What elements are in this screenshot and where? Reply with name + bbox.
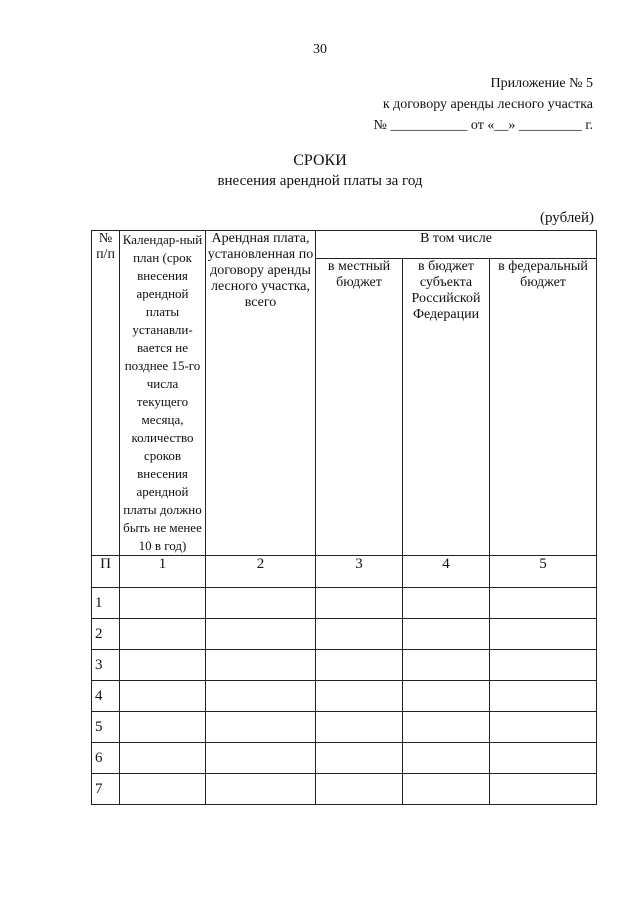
document-heading [0,150,640,192]
column-number: 5 [490,556,597,588]
units-label: (рублей) [539,210,594,226]
cell-local [316,588,403,619]
column-number: П [92,556,120,588]
cell-local [316,712,403,743]
column-number: 4 [403,556,490,588]
cell-regional [403,712,490,743]
cell-regional [403,588,490,619]
cell-local [316,650,403,681]
cell-total [206,774,316,805]
row-number: 5 [92,712,120,743]
cell-regional [403,619,490,650]
column-number: 3 [316,556,403,588]
cell-federal [490,681,597,712]
row-number: 4 [92,681,120,712]
row-number: 3 [92,650,120,681]
cell-calendar [120,743,206,774]
cell-regional [403,681,490,712]
header-total-rent: Арендная плата, установленная по договору аренды лесного участка, всего [206,231,316,556]
table-row [92,588,597,619]
table-row [92,650,597,681]
cell-total [206,712,316,743]
cell-regional [403,743,490,774]
cell-calendar [120,619,206,650]
cell-calendar [120,774,206,805]
column-number: 1 [120,556,206,588]
cell-calendar [120,588,206,619]
header-local-budget: в местный бюджет [316,259,403,556]
cell-local [316,681,403,712]
row-number: 1 [92,588,120,619]
row-number: 2 [92,619,120,650]
table-row [92,712,597,743]
table-header-row [92,231,597,259]
table-row [92,743,597,774]
cell-regional [403,774,490,805]
page-number: 30 [313,42,327,57]
cell-calendar [120,681,206,712]
table-row [92,681,597,712]
table-row [92,619,597,650]
cell-local [316,774,403,805]
cell-federal [490,774,597,805]
cell-total [206,650,316,681]
row-number: 7 [92,774,120,805]
cell-total [206,588,316,619]
cell-federal [490,650,597,681]
heading-title: СРОКИ [293,152,347,169]
column-number-row [92,556,597,588]
payment-schedule-table [91,230,597,805]
cell-local [316,743,403,774]
cell-federal [490,743,597,774]
appendix-line-3: № ___________ от «__» _________ г. [373,118,593,133]
cell-local [316,619,403,650]
row-number: 6 [92,743,120,774]
cell-calendar [120,650,206,681]
cell-federal [490,619,597,650]
column-number: 2 [206,556,316,588]
cell-total [206,619,316,650]
cell-total [206,681,316,712]
header-num: № п/п [92,231,120,556]
header-including: В том числе [316,231,597,259]
header-regional-budget: в бюджет субъекта Российской Федерации [403,259,490,556]
cell-federal [490,588,597,619]
header-federal-budget: в федеральный бюджет [490,259,597,556]
appendix-line-2: к договору аренды лесного участка [382,97,593,112]
heading-subtitle: внесения арендной платы за год [217,173,423,189]
appendix-block [374,73,593,136]
cell-total [206,743,316,774]
cell-federal [490,712,597,743]
header-calendar-plan: Календар-ный план (срок внесения арендной платы устанавли-вается не позднее 15-го числа текущего месяца, количество сроков внесения арендной платы должно быть не менее 10 в год) [120,231,206,556]
cell-regional [403,650,490,681]
appendix-line-1: Приложение № 5 [490,76,593,91]
cell-calendar [120,712,206,743]
table-row [92,774,597,805]
